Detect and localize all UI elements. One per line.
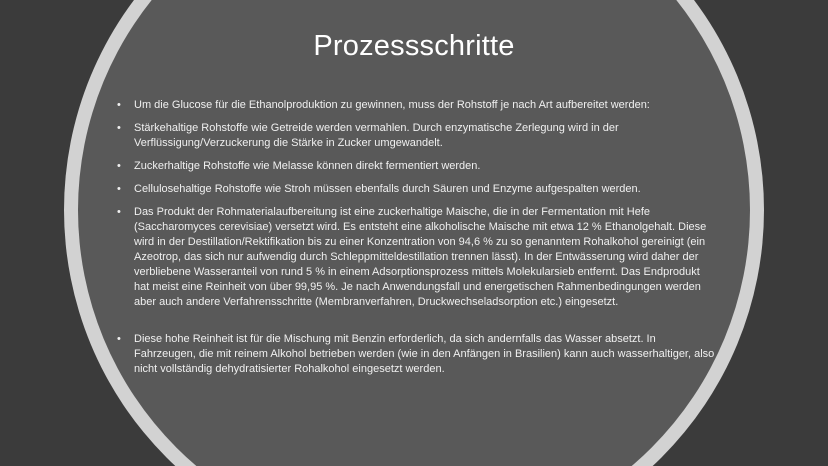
bullet-list	[116, 98, 718, 385]
bullet-item	[116, 182, 718, 197]
slide-title: Prozessschritte	[313, 30, 515, 62]
bullet-text: Um die Glucose für die Ethanolproduktion zu gewinnen, muss der Rohstoff je nach Art aufbereitet werden:	[134, 99, 650, 111]
bullet-icon: •	[117, 160, 121, 172]
bullet-text: Das Produkt der Rohmaterialaufbereitung ist eine zuckerhaltige Maische, die in der Fermentation mit Hefe (Saccharomyces cerevisiae) versetzt wird. Es entsteht eine alkoholische Maische mit etwa 12 % Ethanolgehalt. Diese wird in der Destillation/Rektifikation bis zu einer Konzentration von 94,6 % zu so genanntem Rohalkohol gereinigt (ein Azeotrop, das sich nur aufwendig durch Schleppmitteldestillation trennen lässt). In der Entwässerung wird daher der verbliebene Wasseranteil von rund 5 % in einem Adsorptionsprozess mittels Molekularsieb entfernt. Das Endprodukt hat meist eine Reinheit von über 99,95 %. Je nach Anwendungsfall und energetischen Rahmenbedingungen werden aber auch andere Verfahrensschritte (Membranverfahren, Druckwechseladsorption etc.) eingesetzt.	[134, 206, 707, 308]
bullet-text: Cellulosehaltige Rohstoffe wie Stroh müssen ebenfalls durch Säuren und Enzyme aufgespalten werden.	[134, 183, 641, 195]
bullet-item	[116, 205, 718, 310]
bullet-icon: •	[117, 206, 121, 218]
bullet-text: Diese hohe Reinheit ist für die Mischung mit Benzin erforderlich, da sich andernfalls das Wasser absetzt. In Fahrzeugen, die mit reinem Alkohol betrieben werden (wie in den Anfängen in Brasilien) kann auch wasserhaltiger, also nicht vollständig dehydratisierter Rohalkohol eingesetzt werden.	[134, 333, 715, 375]
bullet-item	[116, 98, 718, 113]
bullet-item	[116, 121, 718, 151]
bullet-icon: •	[117, 99, 121, 111]
bullet-item	[116, 159, 718, 174]
bullet-text: Stärkehaltige Rohstoffe wie Getreide werden vermahlen. Durch enzymatische Zerlegung wird in der Verflüssigung/Verzuckerung die Stärke in Zucker umgewandelt.	[134, 122, 619, 149]
bullet-text: Zuckerhaltige Rohstoffe wie Melasse können direkt fermentiert werden.	[134, 160, 481, 172]
bullet-icon: •	[117, 122, 121, 134]
bullet-icon: •	[117, 333, 121, 345]
bullet-icon: •	[117, 183, 121, 195]
bullet-item	[116, 332, 718, 377]
